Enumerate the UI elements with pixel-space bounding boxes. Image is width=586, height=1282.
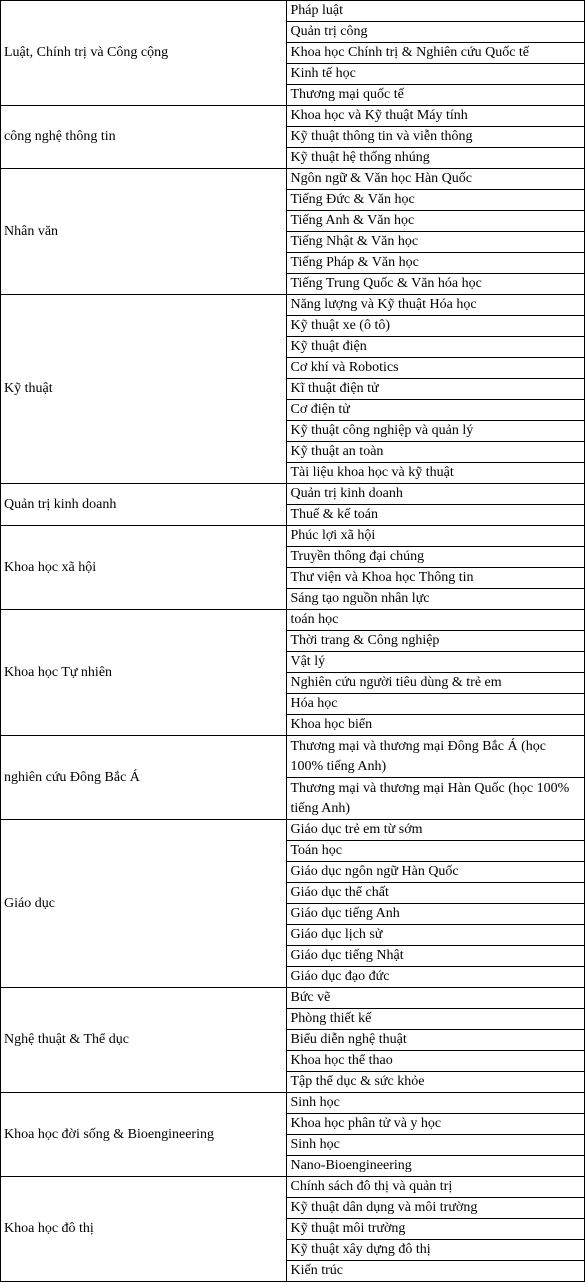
major-name-cell: Toán học	[287, 841, 585, 862]
major-name-cell: Thuế & kế toán	[287, 505, 585, 526]
faculty-name-cell: Khoa học đô thị	[1, 1177, 287, 1282]
major-name-cell: Kỹ thuật môi trường	[287, 1219, 585, 1240]
major-name-cell: Cơ điện tử	[287, 400, 585, 421]
major-name-cell: Tiếng Pháp & Văn học	[287, 253, 585, 274]
faculty-name-cell: Giáo dục	[1, 820, 287, 988]
majors-table-body	[1, 1, 585, 1282]
major-name-cell: Kỹ thuật công nghiệp và quản lý	[287, 421, 585, 442]
table-row	[1, 169, 585, 190]
major-name-cell: Thương mại quốc tế	[287, 85, 585, 106]
table-row	[1, 295, 585, 316]
major-name-cell: Kỹ thuật xây dựng đô thị	[287, 1240, 585, 1261]
major-name-cell: Phòng thiết kế	[287, 1009, 585, 1030]
major-name-cell: Sinh học	[287, 1135, 585, 1156]
major-name-cell: Tiếng Anh & Văn học	[287, 211, 585, 232]
major-name-cell: Thư viện và Khoa học Thông tin	[287, 568, 585, 589]
major-name-cell: Tiếng Đức & Văn học	[287, 190, 585, 211]
faculty-name-cell: nghiên cứu Đông Bắc Á	[1, 736, 287, 820]
faculty-name-cell: Nghệ thuật & Thể dục	[1, 988, 287, 1093]
faculty-name-cell: công nghệ thông tin	[1, 106, 287, 169]
major-name-cell: toán học	[287, 610, 585, 631]
major-name-cell: Phúc lợi xã hội	[287, 526, 585, 547]
major-name-cell: Chính sách đô thị và quản trị	[287, 1177, 585, 1198]
major-name-cell: Khoa học phân tử và y học	[287, 1114, 585, 1135]
major-name-cell: Tiếng Nhật & Văn học	[287, 232, 585, 253]
faculty-name-cell: Khoa học xã hội	[1, 526, 287, 610]
major-name-cell: Tập thể dục & sức khỏe	[287, 1072, 585, 1093]
major-name-cell: Tài liệu khoa học và kỹ thuật	[287, 463, 585, 484]
table-row	[1, 820, 585, 841]
major-name-cell: Biểu diễn nghệ thuật	[287, 1030, 585, 1051]
major-name-cell: Ngôn ngữ & Văn học Hàn Quốc	[287, 169, 585, 190]
table-row	[1, 1, 585, 22]
major-name-cell: Kiến trúc	[287, 1261, 585, 1282]
major-name-cell: Hóa học	[287, 694, 585, 715]
table-row	[1, 106, 585, 127]
major-name-cell: Giáo dục thể chất	[287, 883, 585, 904]
major-name-cell: Khoa học Chính trị & Nghiên cứu Quốc tế	[287, 43, 585, 64]
major-name-cell: Truyền thông đại chúng	[287, 547, 585, 568]
major-name-cell: Khoa học thể thao	[287, 1051, 585, 1072]
major-name-cell: Sinh học	[287, 1093, 585, 1114]
major-name-cell: Sáng tạo nguồn nhân lực	[287, 589, 585, 610]
major-name-cell: Nghiên cứu người tiêu dùng & trẻ em	[287, 673, 585, 694]
major-name-cell: Kỹ thuật điện	[287, 337, 585, 358]
faculty-name-cell: Quản trị kinh doanh	[1, 484, 287, 526]
major-name-cell: Thời trang & Công nghiệp	[287, 631, 585, 652]
major-name-cell: Bức vẽ	[287, 988, 585, 1009]
major-name-cell: Năng lượng và Kỹ thuật Hóa học	[287, 295, 585, 316]
major-name-cell: Giáo dục ngôn ngữ Hàn Quốc	[287, 862, 585, 883]
major-name-cell: Nano-Bioengineering	[287, 1156, 585, 1177]
major-name-cell: Kinh tế học	[287, 64, 585, 85]
major-name-cell: Quản trị công	[287, 22, 585, 43]
faculty-name-cell: Nhân văn	[1, 169, 287, 295]
major-name-cell: Khoa học biển	[287, 715, 585, 736]
table-row	[1, 484, 585, 505]
major-name-cell: Kỹ thuật xe (ô tô)	[287, 316, 585, 337]
major-name-cell: Kỹ thuật an toàn	[287, 442, 585, 463]
table-row	[1, 736, 585, 778]
table-row	[1, 610, 585, 631]
major-name-cell: Kỹ thuật hệ thống nhúng	[287, 148, 585, 169]
faculty-name-cell: Khoa học đời sống & Bioengineering	[1, 1093, 287, 1177]
major-name-cell: Cơ khí và Robotics	[287, 358, 585, 379]
major-name-cell: Giáo dục trẻ em từ sớm	[287, 820, 585, 841]
table-row	[1, 1093, 585, 1114]
major-name-cell: Khoa học và Kỹ thuật Máy tính	[287, 106, 585, 127]
major-name-cell: Giáo dục tiếng Anh	[287, 904, 585, 925]
major-name-cell: Kỹ thuật dân dụng và môi trường	[287, 1198, 585, 1219]
table-row	[1, 1177, 585, 1198]
major-name-cell: Giáo dục đạo đức	[287, 967, 585, 988]
major-name-cell: Kĩ thuật điện tử	[287, 379, 585, 400]
major-name-cell: Kỹ thuật thông tin và viễn thông	[287, 127, 585, 148]
faculty-name-cell: Khoa học Tự nhiên	[1, 610, 287, 736]
major-name-cell: Quản trị kinh doanh	[287, 484, 585, 505]
major-name-cell: Giáo dục tiếng Nhật	[287, 946, 585, 967]
major-name-cell: Giáo dục lịch sử	[287, 925, 585, 946]
major-name-cell: Thương mại và thương mại Đông Bắc Á (học 100% tiếng Anh)	[287, 736, 585, 778]
faculty-name-cell: Luật, Chính trị và Công cộng	[1, 1, 287, 106]
major-name-cell: Pháp luật	[287, 1, 585, 22]
faculty-name-cell: Kỹ thuật	[1, 295, 287, 484]
major-name-cell: Vật lý	[287, 652, 585, 673]
major-name-cell: Thương mại và thương mại Hàn Quốc (học 100% tiếng Anh)	[287, 778, 585, 820]
table-row	[1, 988, 585, 1009]
major-name-cell: Tiếng Trung Quốc & Văn hóa học	[287, 274, 585, 295]
table-row	[1, 526, 585, 547]
